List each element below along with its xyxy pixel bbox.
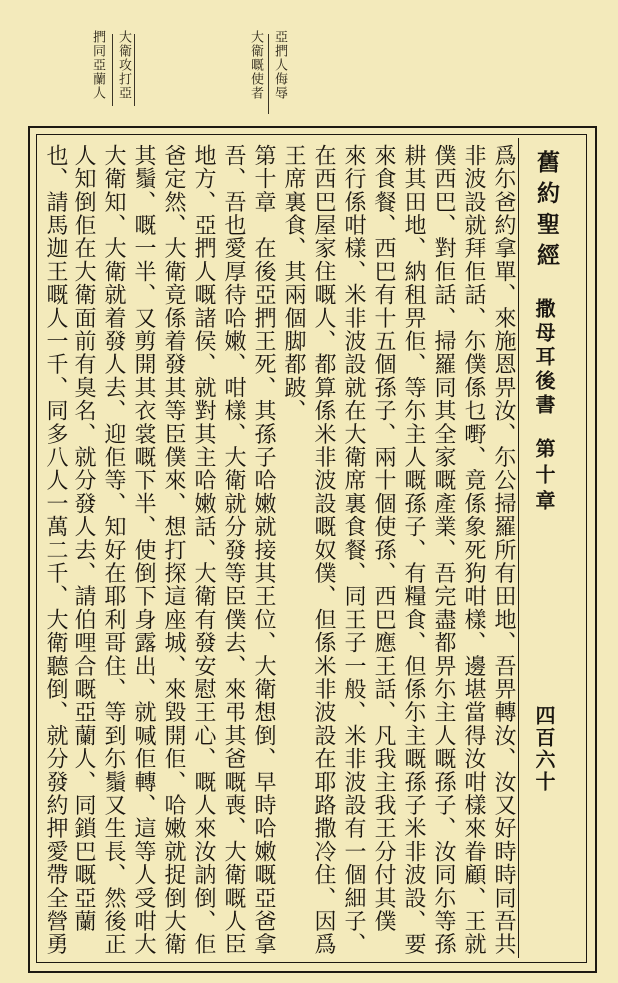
- page-number: 四百六十: [532, 705, 556, 793]
- marginal-note: 大衛攻打亞: [116, 30, 131, 100]
- text-column: 也、請馬迦王嘅人一千、同多八人一萬二千、大衛聽倒、就分發約押愛帶全營勇: [43, 144, 68, 956]
- book-title: 舊約聖經: [533, 150, 560, 274]
- text-column: 人知倒佢在大衛面前有臭名、就分發人去、請伯哩合嘅亞蘭人、同鎖巴嘅亞蘭: [71, 144, 96, 933]
- marginal-note: 大衛嘅使者: [248, 30, 263, 100]
- text-column: 僕西巴、對佢話、掃羅同其全家嘅產業、吾完盡都畀尓主人嘅孫子、汝同尓等孫: [431, 144, 456, 956]
- text-column: 其鬚、嘅一半、又剪開其衣裳嘅下半、使倒下身露出、就喊佢轉、這等人受咁大: [131, 144, 156, 956]
- marginal-note: 亞捫人侮辱: [272, 30, 287, 100]
- text-column: 非波設就拜佢話、尓僕係乜嘢、竟係象死狗咁樣、邊堪當得汝咁樣來眷顧、王就: [461, 144, 486, 956]
- text-column: 爸定然、大衛竟係着發其等臣僕來、想打探這座城、來毀開佢、哈嫩就捉倒大衛: [161, 144, 186, 956]
- text-column: 大衛知、大衛就着發人去、迎佢等、知好在耶利哥住、等到尓鬚又生長、然後正: [101, 144, 126, 956]
- section-title: 撒母耳後書: [532, 298, 556, 418]
- text-column: 爲尓爸約拿單、來施恩畀汝、尓公掃羅所有田地、吾畀轉汝、汝又好時時同吾共: [491, 144, 516, 956]
- text-column: 王席裏食、其兩個脚都跛、: [281, 144, 306, 423]
- text-column: 第十章 在後亞捫王死、其孫子哈嫩就接其王位、大衛想倒、早時哈嫩嘅亞爸拿: [251, 144, 276, 956]
- text-column: 耕其田地、納租畀佢、等尓主人嘅孫子、有糧食、但係尓主嘅孫子米非波設、要: [401, 144, 426, 956]
- note-rule: [112, 34, 113, 106]
- text-column: 在西巴屋家住嘅人、都算係米非波設嘅奴僕、但係米非波設在耶路撒冷住、因爲: [311, 144, 336, 956]
- text-column: 地方、亞捫人嘅諸侯、就對其主哈嫩話、大衛有發安慰王心、嘅人來汝訥倒、佢: [191, 144, 216, 956]
- chapter-title: 第十章: [532, 438, 556, 516]
- note-rule: [268, 34, 269, 114]
- text-column: 吾、吾也愛厚待哈嫩、咁樣、大衛就分發等臣僕去、來弔其爸嘅喪、大衛嘅人臣: [221, 144, 246, 956]
- text-column: 來行係咁樣、米非波設就在大衛席裏食餐、同王子一般、米非波設有一個細子、: [341, 144, 366, 956]
- text-column: 來食餐、西巴有十五個孫子、兩十個使孫、西巴應王話、凡我主我王分付其僕: [371, 144, 396, 933]
- note-rule: [134, 34, 135, 106]
- marginal-note: 捫同亞蘭人: [90, 30, 105, 100]
